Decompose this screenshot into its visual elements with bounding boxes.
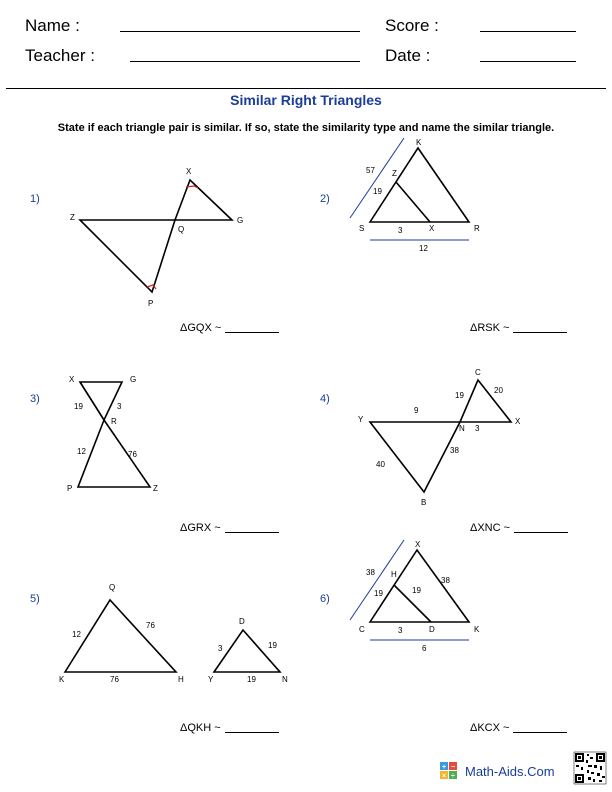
figure-4 xyxy=(370,380,511,492)
svg-text:−: − xyxy=(451,764,456,771)
fig3-label-p: P xyxy=(67,484,73,493)
fig5-side-76a: 76 xyxy=(146,621,155,630)
fig3-label-r: R xyxy=(111,417,117,426)
answer-prompt-1: ΔGQX ~ xyxy=(180,322,222,334)
fig6-side-38b: 38 xyxy=(441,576,450,585)
fig3-label-z: Z xyxy=(153,484,158,493)
answer-prompt-5: ΔQKH ~ xyxy=(180,722,221,734)
problem-number-4: 4) xyxy=(320,393,330,405)
answer-prompt-4: ΔXNC ~ xyxy=(470,522,511,534)
problem-number-3: 3) xyxy=(30,393,40,405)
fig4-side-9: 9 xyxy=(414,406,419,415)
fig6-side-38a: 38 xyxy=(366,568,375,577)
figure-2 xyxy=(370,148,469,222)
fig3-side-12: 12 xyxy=(77,447,86,456)
fig2-label-k: K xyxy=(416,138,422,147)
fig4-side-3: 3 xyxy=(475,424,480,433)
fig1-label-p: P xyxy=(148,299,154,308)
fig5-label-h: H xyxy=(178,675,184,684)
date-label: Date : xyxy=(385,46,431,65)
fig4-triangle-ynb xyxy=(370,422,460,492)
fig5-triangle-ydn xyxy=(214,630,280,672)
fig3-label-g: G xyxy=(130,375,137,384)
fig6-side-19a: 19 xyxy=(374,589,383,598)
answer-prompt-2: ΔRSK ~ xyxy=(470,322,510,334)
fig3-label-x: X xyxy=(69,375,75,384)
fig1-triangle-zqp xyxy=(80,220,175,292)
fig1-label-g: G xyxy=(237,216,244,225)
fig2-side-19: 19 xyxy=(373,187,382,196)
footer-site-name[interactable]: Math-Aids.Com xyxy=(465,764,555,779)
teacher-label: Teacher : xyxy=(25,46,95,65)
fig1-label-z: Z xyxy=(70,213,75,222)
fig3-side-19: 19 xyxy=(74,402,83,411)
fig5-label-k: K xyxy=(59,675,65,684)
fig2-triangle-srk xyxy=(370,148,469,222)
fig6-label-h: H xyxy=(391,570,397,579)
fig6-side-3: 3 xyxy=(398,626,403,635)
fig6-label-x: X xyxy=(415,540,421,549)
fig4-side-19: 19 xyxy=(455,391,464,400)
fig2-side-12: 12 xyxy=(419,244,428,253)
fig2-label-r: R xyxy=(474,224,480,233)
problem-number-2: 2) xyxy=(320,193,330,205)
fig4-label-n: N xyxy=(459,424,465,433)
fig5-label-q: Q xyxy=(109,583,116,592)
figure-1 xyxy=(80,180,232,292)
problem-number-1: 1) xyxy=(30,193,40,205)
svg-text:÷: ÷ xyxy=(451,773,455,780)
figure-5 xyxy=(65,600,280,672)
fig5-side-12: 12 xyxy=(72,630,81,639)
qr-code-icon xyxy=(574,752,606,784)
fig5-label-n: N xyxy=(282,675,288,684)
fig1-label-x: X xyxy=(186,167,192,176)
fig6-label-c: C xyxy=(359,625,365,634)
problem-number-6: 6) xyxy=(320,593,330,605)
fig1-label-q: Q xyxy=(178,225,185,234)
svg-text:+: + xyxy=(442,764,447,771)
fig1-triangle-xqg xyxy=(175,180,232,220)
problem-number-5: 5) xyxy=(30,593,40,605)
fig2-label-x: X xyxy=(429,224,435,233)
fig6-dimension-cx xyxy=(350,540,404,620)
fig5-label-d: D xyxy=(239,617,245,626)
fig2-label-s: S xyxy=(359,224,365,233)
instructions: State if each triangle pair is similar. If so, state the similarity type and name the similar triangle. xyxy=(57,122,555,134)
fig4-label-b: B xyxy=(421,498,427,507)
fig6-side-19b: 19 xyxy=(412,586,421,595)
fig5-label-y: Y xyxy=(208,675,214,684)
fig5-side-76b: 76 xyxy=(110,675,119,684)
fig6-label-k: K xyxy=(474,625,480,634)
answer-prompt-6: ΔKCX ~ xyxy=(470,722,510,734)
answer-prompt-3: ΔGRX ~ xyxy=(180,522,221,534)
fig6-label-d: D xyxy=(429,625,435,634)
svg-text:×: × xyxy=(442,773,447,780)
fig3-side-3: 3 xyxy=(117,402,122,411)
fig2-side-3: 3 xyxy=(398,226,403,235)
figure-3 xyxy=(78,382,150,487)
fig5-side-19a: 19 xyxy=(268,641,277,650)
fig3-side-76: 76 xyxy=(128,450,137,459)
fig2-segment-zx xyxy=(396,182,430,222)
fig2-label-z: Z xyxy=(392,169,397,178)
name-label: Name : xyxy=(25,16,80,35)
fig2-side-57: 57 xyxy=(366,166,375,175)
fig6-side-6: 6 xyxy=(422,644,427,653)
fig4-triangle-cxn xyxy=(460,380,511,422)
fig5-triangle-kqh xyxy=(65,600,176,672)
fig4-label-c: C xyxy=(475,368,481,377)
fig3-segment-xr xyxy=(80,382,104,420)
fig4-label-y: Y xyxy=(358,415,364,424)
fig4-side-40: 40 xyxy=(376,460,385,469)
fig5-side-3: 3 xyxy=(218,644,223,653)
math-aids-logo-icon xyxy=(440,762,457,780)
fig4-side-38: 38 xyxy=(450,446,459,455)
fig4-label-x: X xyxy=(515,417,521,426)
fig5-side-19b: 19 xyxy=(247,675,256,684)
worksheet-title: Similar Right Triangles xyxy=(230,92,382,108)
fig2-dimension-sk xyxy=(350,138,404,218)
fig4-side-20: 20 xyxy=(494,386,503,395)
score-label: Score : xyxy=(385,16,439,35)
fig3-triangle-rpz xyxy=(78,420,150,487)
